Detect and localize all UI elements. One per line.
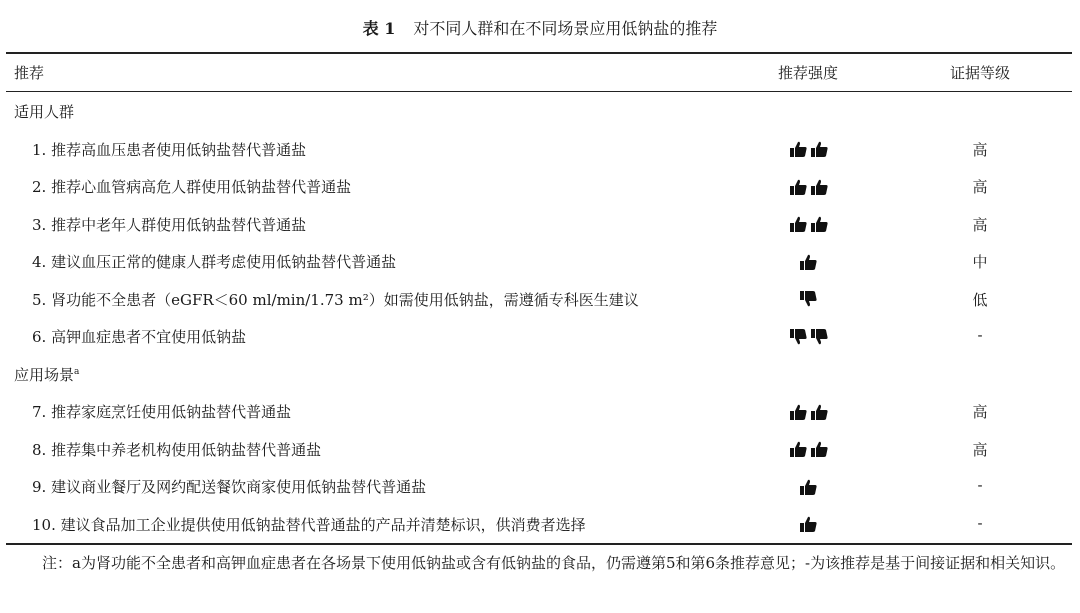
note-text: 注：a为肾功能不全患者和高钾血症患者在各场景下使用低钠盐或含有低钠盐的食品，仍需遵第5和第6条推荐意见；-为该推荐是基于间接证据和相关知识。 (42, 554, 1066, 572)
thumbs-down-double-icon (768, 326, 848, 348)
recommendation-text: 5. 肾功能不全患者（eGFR＜60 ml/min/1.73 m²）如需使用低钠盐，需遵循专科医生建议 (32, 290, 639, 309)
thumb-up-icon (788, 215, 808, 233)
evidence-level: 高 (972, 140, 988, 159)
thumb-up-icon (788, 403, 808, 421)
recommendation-text: 4. 建议血压正常的健康人群考虑使用低钠盐替代普通盐 (32, 253, 397, 271)
table-row (0, 130, 1080, 168)
section-row (0, 92, 1080, 130)
recommendation-text: 6. 高钾血症患者不宜使用低钠盐 (32, 328, 247, 346)
thumb-up-icon (809, 215, 829, 233)
evidence-level: 高 (972, 440, 988, 459)
top-rule (6, 52, 1072, 54)
evidence-level: 低 (972, 290, 988, 309)
section-title (14, 364, 79, 385)
thumb-up-icon (788, 440, 808, 458)
bottom-rule (6, 543, 1072, 545)
table-row (0, 280, 1080, 318)
section-title (14, 101, 74, 122)
table-title (0, 16, 1080, 39)
header-level: 证据等级 (949, 64, 1010, 82)
evidence-level: 高 (972, 403, 988, 421)
thumbs-down-icon (768, 289, 848, 311)
thumbs-up-icon (768, 514, 848, 536)
thumb-up-icon (788, 178, 808, 196)
thumb-down-icon (809, 328, 829, 346)
recommendation-text: 8. 推荐集中养老机构使用低钠盐替代普通盐 (32, 440, 322, 459)
header-recommendation: 推荐 (14, 64, 45, 82)
table-row (0, 505, 1080, 543)
recommendation-text: 3. 推荐中老年人群使用低钠盐替代普通盐 (32, 215, 307, 234)
table-row (0, 242, 1080, 280)
header-strength: 推荐强度 (777, 64, 838, 82)
thumbs-up-icon (768, 251, 848, 273)
table-row (0, 392, 1080, 430)
thumb-up-icon (788, 140, 808, 158)
table-row (0, 205, 1080, 243)
thumb-down-icon (788, 328, 808, 346)
thumbs-up-double-icon (768, 139, 848, 161)
thumbs-up-double-icon (768, 401, 848, 423)
thumb-up-icon (798, 253, 818, 271)
thumbs-up-double-icon (768, 214, 848, 236)
evidence-level: - (977, 476, 983, 494)
table-row (0, 167, 1080, 205)
table-label: 表 1 (362, 19, 396, 38)
thumbs-up-icon (768, 476, 848, 498)
thumb-up-icon (809, 403, 829, 421)
thumb-up-icon (809, 440, 829, 458)
table-row (0, 430, 1080, 468)
recommendation-text: 1. 推荐高血压患者使用低钠盐替代普通盐 (32, 140, 307, 159)
thumb-up-icon (809, 140, 829, 158)
thumbs-up-double-icon (768, 176, 848, 198)
thumb-up-icon (798, 515, 818, 533)
recommendation-text: 2. 推荐心血管病高危人群使用低钠盐替代普通盐 (32, 178, 352, 196)
evidence-level: - (977, 513, 983, 532)
recommendation-text: 10. 建议食品加工企业提供使用低钠盐替代普通盐的产品并清楚标识，供消费者选择 (32, 515, 586, 534)
table-row (0, 317, 1080, 355)
thumbs-up-double-icon (768, 439, 848, 461)
evidence-level: 高 (972, 215, 988, 234)
evidence-level: - (977, 326, 983, 344)
thumb-up-icon (809, 178, 829, 196)
section-name: 应用场景 (14, 365, 75, 384)
section-name: 适用人群 (14, 103, 75, 121)
thumb-down-icon (798, 290, 818, 308)
thumb-up-icon (798, 478, 818, 496)
evidence-level: 中 (972, 253, 988, 271)
recommendation-text: 9. 建议商业餐厅及网约配送餐饮商家使用低钠盐替代普通盐 (32, 478, 427, 496)
table-row (0, 467, 1080, 505)
table-caption: 对不同人群和在不同场景应用低钠盐的推荐 (413, 19, 718, 38)
recommendation-text: 7. 推荐家庭烹饪使用低钠盐替代普通盐 (32, 403, 292, 421)
section-footnote-mark: a (74, 366, 80, 377)
table-note (14, 550, 1070, 576)
evidence-level: 高 (972, 178, 988, 196)
section-row (0, 355, 1080, 393)
